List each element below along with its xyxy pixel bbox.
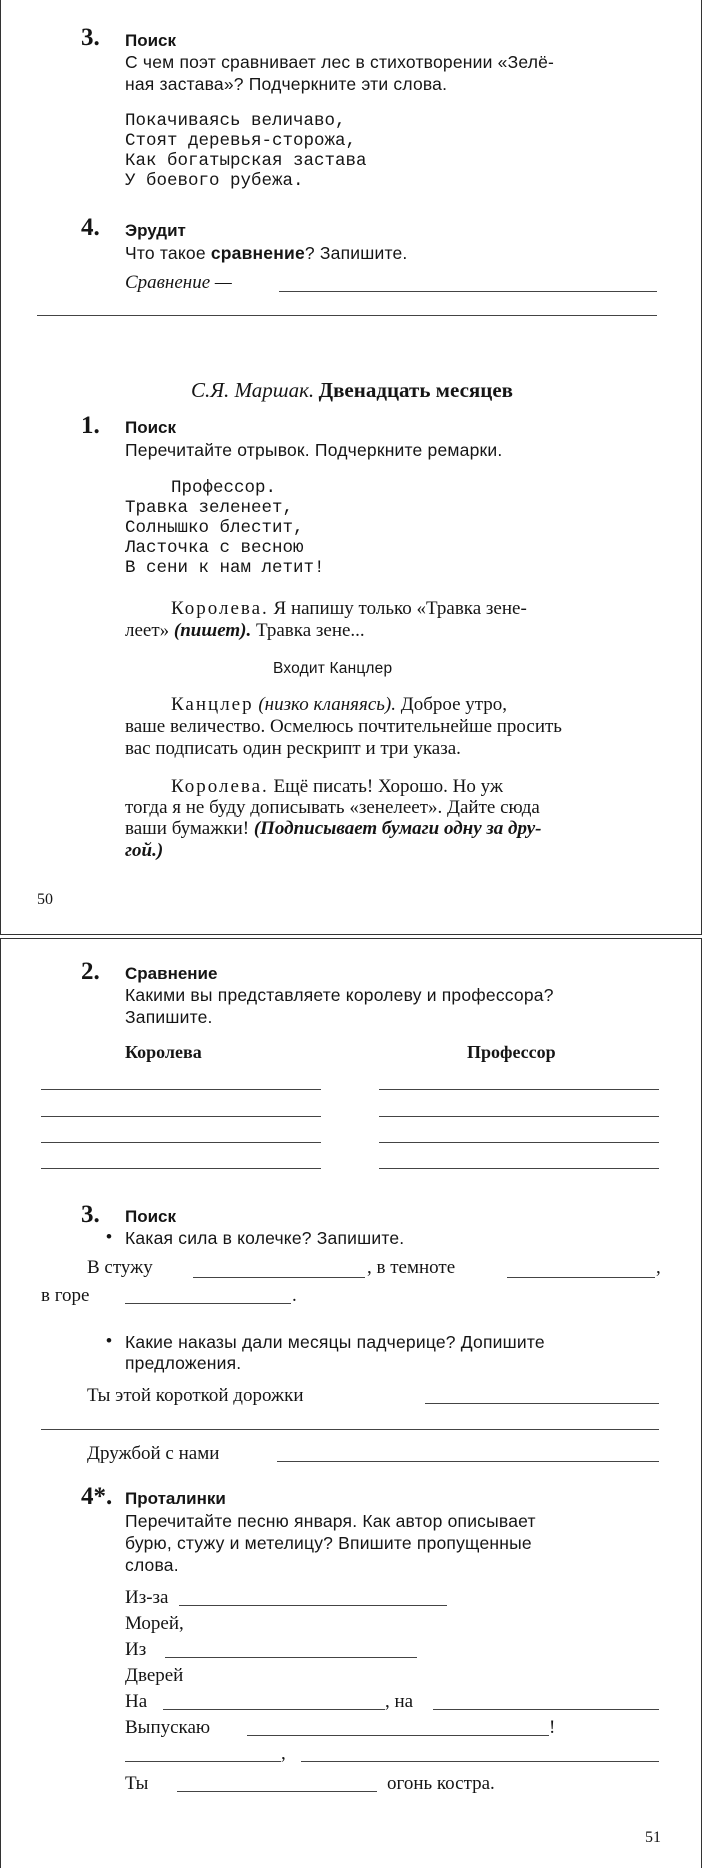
fill2-blank[interactable]	[125, 1303, 291, 1304]
queen2-line1: Королева. Ещё писать! Хорошо. Но уж	[171, 776, 503, 797]
fill1-c: ,	[656, 1257, 661, 1278]
task3-poem-line4: У боевого рубежа.	[125, 171, 304, 191]
task3b-bullet2-line1: Какие наказы дали месяцы падчерице? Допишите	[125, 1332, 545, 1352]
task4b-instruction-line3: слова.	[125, 1555, 179, 1575]
sentence2: Дружбой с нами	[87, 1443, 220, 1464]
page-number-50: 50	[37, 891, 53, 908]
task2-instruction-line2: Запишите.	[125, 1007, 213, 1027]
queen-speaker: Королева.	[171, 598, 269, 619]
task3-poem-line1: Покачиваясь величаво,	[125, 111, 346, 131]
task4b-title: Проталинки	[125, 1489, 226, 1508]
task3b-number: 3.	[81, 1201, 100, 1228]
bullet-icon: •	[106, 1227, 112, 1246]
task3-instruction-line1: С чем поэт сравнивает лес в стихотворении «Зелё-	[125, 52, 555, 72]
queen2-speaker: Королева.	[171, 776, 269, 797]
page-number-51: 51	[645, 1829, 661, 1846]
task4b-instruction-line1: Перечитайте песню января. Как автор описывает	[125, 1511, 536, 1531]
task4-number: 4.	[81, 214, 100, 241]
song-line5-a: На	[125, 1691, 148, 1712]
task4-answer-label: Сравнение —	[125, 272, 232, 293]
section-title	[1, 378, 702, 403]
task4-prompt-bold: сравнение	[210, 243, 305, 263]
fill1-blank-1[interactable]	[193, 1277, 365, 1278]
task2-title: Сравнение	[125, 964, 218, 983]
queen-answer-line-4[interactable]	[41, 1168, 321, 1169]
section-author: С.Я. Маршак.	[190, 378, 315, 402]
task2-instruction-line1: Какими вы представляете королеву и профессора?	[125, 985, 554, 1005]
chancellor-line3: вас подписать один рескрипт и три указа.	[125, 738, 461, 759]
remark-podpisyvaet: (Подписывает бумаги одну за дру-	[253, 818, 542, 839]
song-line3-blank[interactable]	[165, 1657, 417, 1658]
chancellor-line2: ваше величество. Осмелюсь почтительнейше просить	[125, 716, 562, 737]
song-line4: Дверей	[125, 1665, 184, 1686]
song-line5-b: , на	[385, 1691, 414, 1712]
song-line6-b: !	[549, 1717, 556, 1738]
task4b-number: 4*.	[81, 1483, 113, 1510]
bullet-icon: •	[106, 1331, 112, 1350]
song-line7-comma: ,	[281, 1743, 286, 1764]
column-header-professor: Профессор	[467, 1042, 556, 1062]
task4-answer-line-2[interactable]	[37, 315, 657, 316]
professor-line2: Солнышко блестит,	[125, 518, 304, 538]
stage-direction: Входит Канцлер	[273, 660, 393, 677]
queen-line1: Королева. Я напишу только «Травка зене-	[171, 598, 527, 619]
song-line3: Из	[125, 1639, 147, 1660]
page-51	[0, 938, 702, 1868]
fill2-a: в горе	[41, 1285, 90, 1306]
task3b-title: Поиск	[125, 1207, 177, 1226]
professor-answer-line-2[interactable]	[379, 1116, 659, 1117]
professor-answer-line-1[interactable]	[379, 1089, 659, 1090]
task2-number: 2.	[81, 958, 100, 985]
task3-number: 3.	[81, 24, 100, 51]
fill1-a: В стужу	[87, 1257, 153, 1278]
task3-title: Поиск	[125, 31, 177, 50]
professor-line4: В сени к нам летит!	[125, 558, 325, 578]
task1-title: Поиск	[125, 418, 177, 437]
song-line6-blank[interactable]	[247, 1735, 549, 1736]
song-line5-blank-1[interactable]	[163, 1709, 385, 1710]
section-work-title: Двенадцать месяцев	[318, 378, 514, 402]
chancellor-speaker: Канцлер	[171, 694, 254, 715]
queen2-line4: гой.)	[125, 840, 164, 861]
song-line8-blank[interactable]	[177, 1791, 377, 1792]
professor-answer-line-3[interactable]	[379, 1142, 659, 1143]
fill1-blank-2[interactable]	[507, 1277, 655, 1278]
queen-answer-line-2[interactable]	[41, 1116, 321, 1117]
task3b-bullet2-line2: предложения.	[125, 1353, 242, 1373]
task3-instruction-line2: ная застава»? Подчеркните эти слова.	[125, 74, 448, 94]
song-line8-b: огонь костра.	[387, 1773, 495, 1794]
task3-poem-line2: Стоят деревья-сторожа,	[125, 131, 357, 151]
queen2-line3: ваши бумажки! (Подписывает бумаги одну за дру-	[125, 818, 542, 839]
remark-nizko: (низко кланяясь).	[258, 694, 396, 715]
sentence1-blank-1[interactable]	[425, 1403, 659, 1404]
queen2-line2: тогда я не буду дописывать «зенелеет». Дайте сюда	[125, 797, 540, 818]
sentence1: Ты этой короткой дорожки	[87, 1385, 304, 1406]
queen-line2: леет» (пишет). Травка зене...	[125, 620, 365, 641]
task3b-bullet1: Какая сила в колечке? Запишите.	[125, 1228, 405, 1248]
sentence1-blank-2[interactable]	[41, 1429, 659, 1430]
song-line2: Морей,	[125, 1613, 184, 1634]
task4-title: Эрудит	[125, 221, 186, 240]
task4-answer-line-1[interactable]	[279, 291, 657, 292]
task4b-instruction-line2: бурю, стужу и метелицу? Впишите пропущенные	[125, 1533, 532, 1553]
remark-pishet: (пишет).	[173, 620, 252, 641]
column-header-queen: Королева	[125, 1042, 202, 1062]
song-line8-a: Ты	[125, 1773, 149, 1794]
song-line7-blank-1[interactable]	[125, 1761, 281, 1762]
song-line6-a: Выпускаю	[125, 1717, 211, 1738]
professor-line1: Травка зеленеет,	[125, 498, 294, 518]
fill1-b: , в темноте	[367, 1257, 456, 1278]
professor-speaker: Профессор.	[171, 478, 277, 498]
song-line1-blank[interactable]	[179, 1605, 447, 1606]
fill2-b: .	[292, 1285, 297, 1306]
song-line7-blank-2[interactable]	[301, 1761, 659, 1762]
task1-instruction: Перечитайте отрывок. Подчеркните ремарки.	[125, 440, 503, 460]
task3-poem-line3: Как богатырская застава	[125, 151, 367, 171]
song-line1: Из-за	[125, 1587, 169, 1608]
queen-answer-line-1[interactable]	[41, 1089, 321, 1090]
professor-answer-line-4[interactable]	[379, 1168, 659, 1169]
task1-number: 1.	[81, 412, 100, 439]
sentence2-blank[interactable]	[277, 1461, 659, 1462]
professor-line3: Ласточка с весною	[125, 538, 304, 558]
chancellor-line1: Канцлер (низко кланяясь). Доброе утро,	[171, 694, 508, 715]
task4-prompt: Что такое сравнение? Запишите.	[125, 243, 408, 263]
queen-answer-line-3[interactable]	[41, 1142, 321, 1143]
song-line5-blank-2[interactable]	[433, 1709, 659, 1710]
